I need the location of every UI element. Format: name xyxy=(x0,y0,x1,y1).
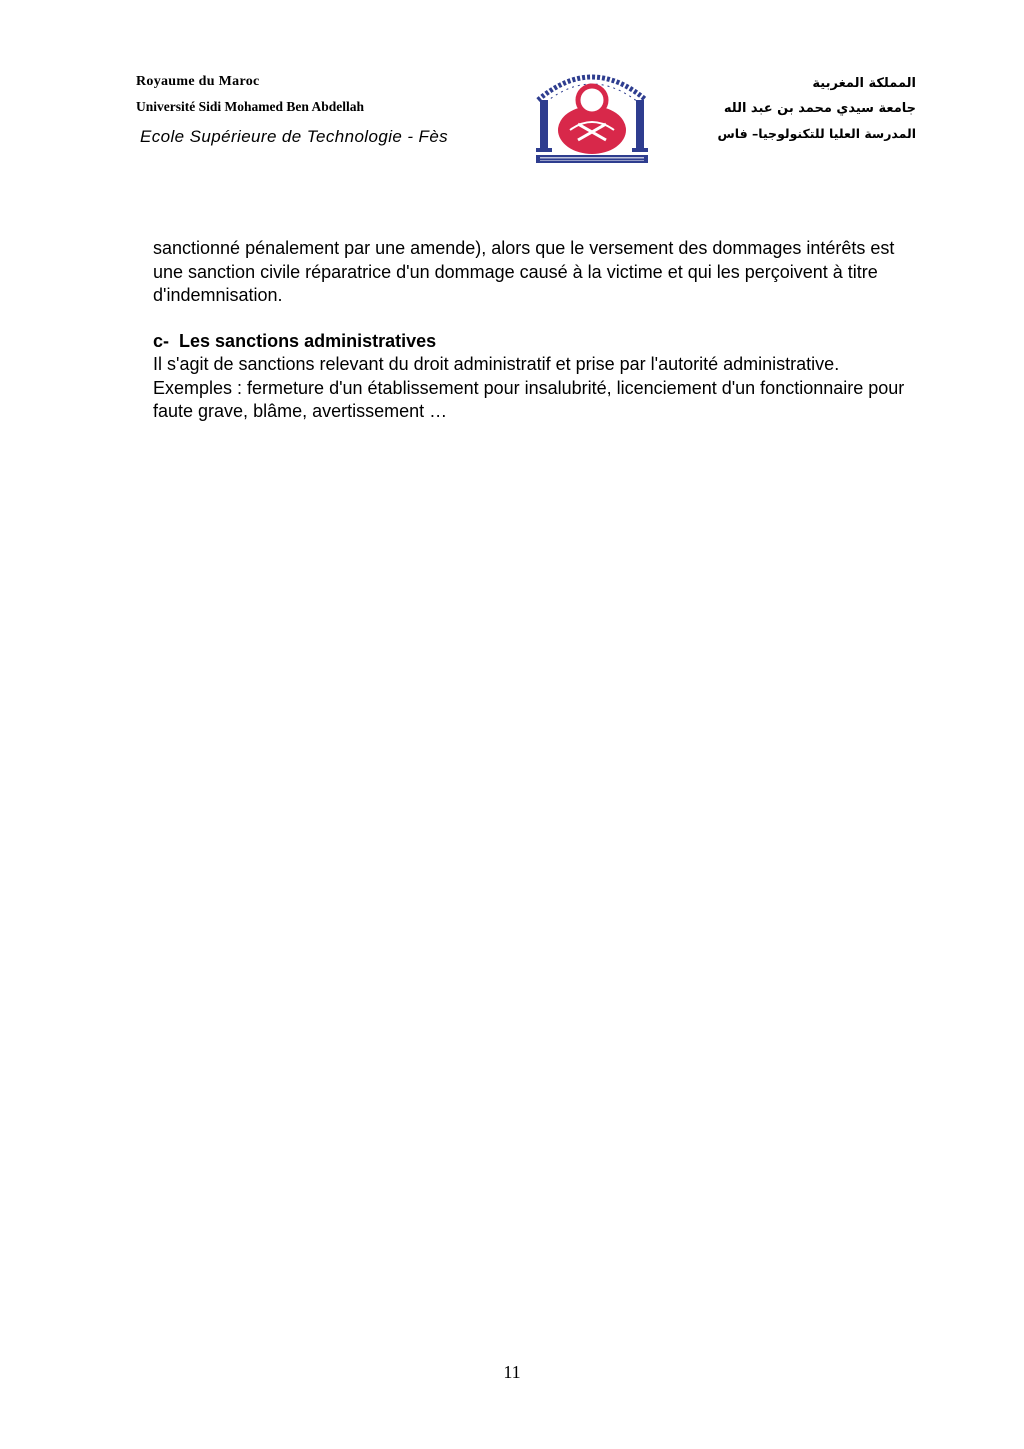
page-number: 11 xyxy=(503,1362,521,1382)
university-name-ar: جامعة سيدي محمد بن عبد الله xyxy=(723,101,916,116)
section-marker: c- xyxy=(153,330,170,351)
header-left xyxy=(136,74,448,147)
section-heading xyxy=(153,330,913,354)
kingdom-name-fr: Royaume du Maroc xyxy=(136,74,260,89)
paragraph-1: sanctionné pénalement par une amende), alors que le versement des dommages intérêts est une sanction civile réparatrice d'un dommage causé à la victime et qui les perçoivent à titre d'indemnisation. xyxy=(153,238,895,305)
paragraph-2: Il s'agit de sanctions relevant du droit administratif et prise par l'autorité administrative. Exemples : fermeture d'un établissement pour insalubrité, licenciement d'un fonctionnaire pour faute grave, blâme, avertissement … xyxy=(153,354,905,421)
university-name-fr: Université Sidi Mohamed Ben Abdellah xyxy=(136,99,365,114)
section-title: Les sanctions administratives xyxy=(179,330,437,351)
kingdom-name-ar: المملكة المغربية xyxy=(812,76,916,91)
school-name-ar: المدرسة العليا للتكنولوجيا– فاس xyxy=(717,126,916,141)
page-content xyxy=(153,237,913,424)
header-right xyxy=(718,76,916,151)
university-logo xyxy=(530,60,654,164)
school-name-fr: Ecole Supérieure de Technologie - Fès xyxy=(140,127,449,146)
